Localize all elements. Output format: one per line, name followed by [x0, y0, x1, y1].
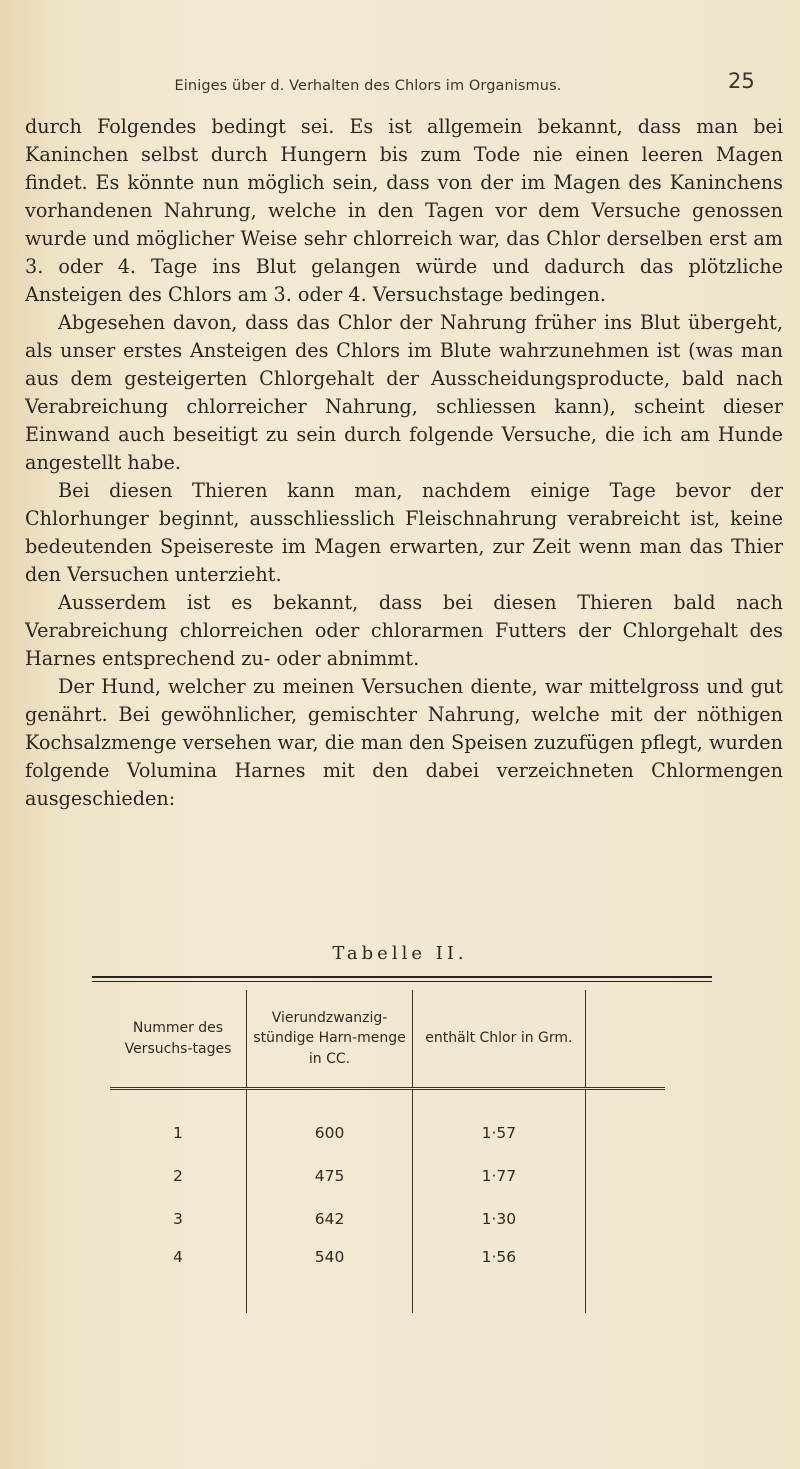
cell-chlorine: 1·30 [413, 1197, 586, 1240]
table-row [110, 1240, 665, 1313]
paragraph: Ausserdem ist es bekannt, dass bei diesen Thieren bald nach Verabreichung chlorreichen oder chlorarmen Futters der Chlorgehalt des Harnes entsprechend zu- oder abnimmt. [25, 591, 783, 670]
table-row [110, 1154, 665, 1197]
table-top-rule [92, 976, 712, 978]
body-text [25, 113, 783, 813]
cell-day: 3 [173, 1209, 183, 1228]
cell-volume: 475 [246, 1154, 412, 1197]
paragraph: Abgesehen davon, dass das Chlor der Nahrung früher ins Blut übergeht, als unser erstes Ansteigen des Chlors im Blute wahrzunehmen ist (was man aus dem gesteigerten Chlorgehalt der Ausscheidungsproducte, bald nach Verabreichung chlorreicher Nahrung, schliessen kann), scheint dieser Einwand auch beseitigt zu sein durch folgende Versuche, die ich am Hunde angestellt habe. [25, 311, 783, 474]
cell-blank [585, 1197, 665, 1240]
cell-blank [585, 1089, 665, 1155]
table-top-rule-thin [92, 981, 712, 982]
running-head: Einiges über d. Verhalten des Chlors im Organismus. [174, 78, 562, 94]
page-number: 25 [728, 69, 755, 93]
cell-volume: 642 [246, 1197, 412, 1240]
table-row [110, 1197, 665, 1240]
table-row [110, 1089, 665, 1155]
cell-day: 4 [173, 1248, 183, 1266]
cell-chlorine: 1·56 [413, 1240, 586, 1313]
column-header-urine-volume: Vierundzwanzig-stündige Harn-menge in CC. [246, 990, 412, 1089]
cell-day: 1 [173, 1123, 183, 1142]
cell-volume: 540 [246, 1240, 412, 1313]
cell-blank [585, 1240, 665, 1313]
cell-chlorine: 1·57 [413, 1089, 586, 1155]
cell-day: 2 [173, 1166, 183, 1185]
column-header-blank [585, 990, 665, 1089]
cell-blank [585, 1154, 665, 1197]
cell-volume: 600 [246, 1089, 412, 1155]
cell-chlorine: 1·77 [413, 1154, 586, 1197]
column-header-chlorine: enthält Chlor in Grm. [413, 990, 586, 1089]
column-header-day: Nummer des Versuchs-tages [110, 990, 246, 1089]
data-table [110, 990, 665, 1313]
paragraph: Bei diesen Thieren kann man, nachdem einige Tage bevor der Chlorhunger beginnt, ausschliesslich Fleischnahrung verabreicht ist, keine bedeutenden Speisereste im Magen erwarten, zur Zeit wenn man das Thier den Versuchen unterzieht. [25, 479, 783, 586]
paragraph: Der Hund, welcher zu meinen Versuchen diente, war mittelgross und gut genährt. Bei gewöhnlicher, gemischter Nahrung, welche mit der nöthigen Kochsalzmenge versehen war, die man den Speisen zuzufügen pflegt, wurden folgende Volumina Harnes mit den dabei verzeichneten Chlormengen ausgeschieden: [25, 675, 783, 810]
table-title: Tabelle II. [332, 943, 468, 964]
paragraph: durch Folgendes bedingt sei. Es ist allgemein bekannt, dass man bei Kaninchen selbst durch Hungern bis zum Tode nie einen leeren Magen findet. Es könnte nun möglich sein, dass von der im Magen des Kaninchens vorhandenen Nahrung, welche in den Tagen vor dem Versuche genossen wurde und möglicher Weise sehr chlorreich war, das Chlor derselben erst am 3. oder 4. Tage ins Blut gelangen würde und dadurch das plötzliche Ansteigen des Chlors am 3. oder 4. Versuchstage bedingen. [25, 115, 783, 306]
table-header-row [110, 990, 665, 1089]
